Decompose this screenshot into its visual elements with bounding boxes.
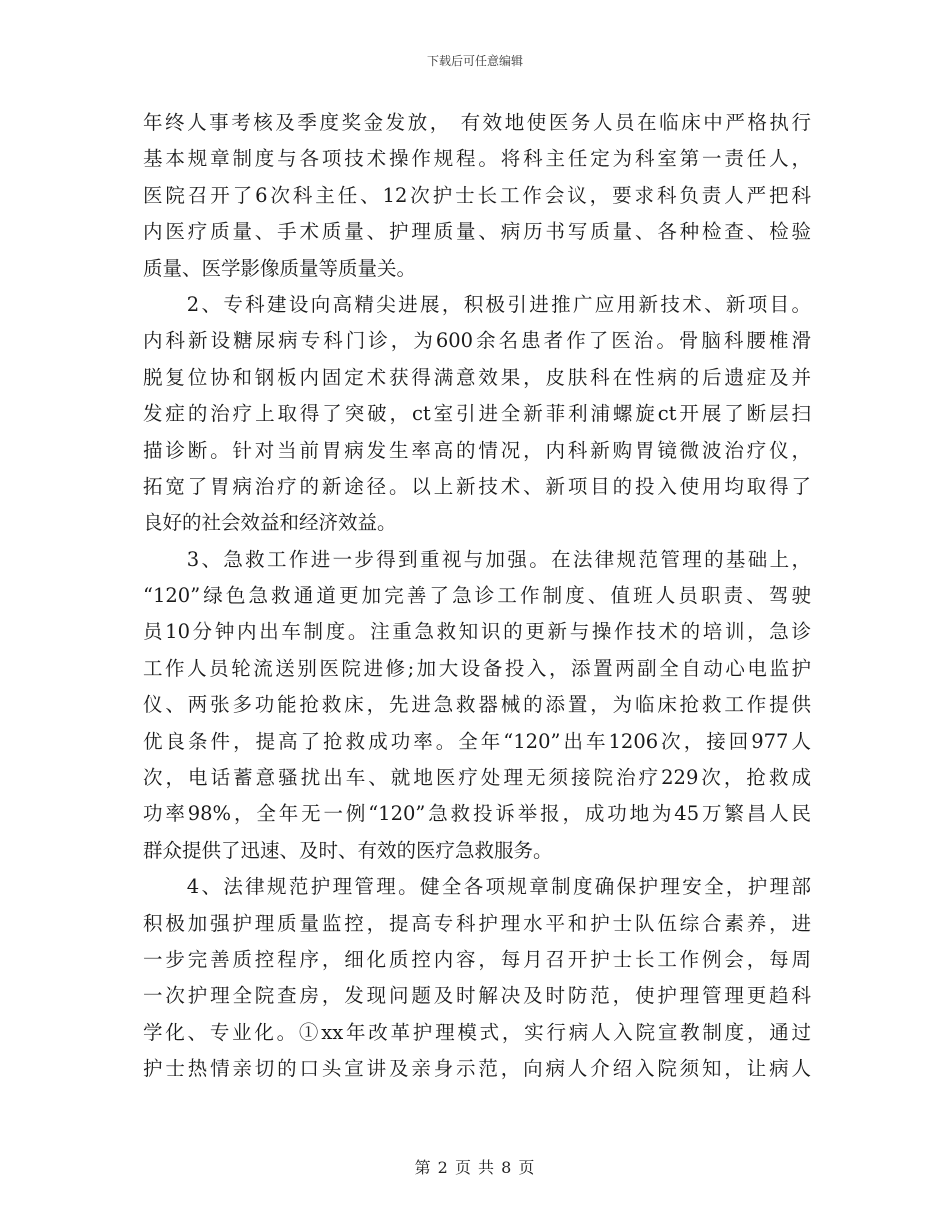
text-line: 医院召开了6次科主任、12次护士长工作会议，要求科负责人严把科	[143, 183, 811, 207]
text-line: 功率98%，全年无一例“120”急救投诉举报，成功地为45万繁昌人民	[143, 802, 811, 826]
text-line: 发症的治疗上取得了突破，ct室引进全新菲利浦螺旋ct开展了断层扫	[143, 402, 811, 426]
text-line: “120”绿色急救通道更加完善了急诊工作制度、值班人员职责、驾驶	[143, 584, 811, 608]
text-line: 3、急救工作进一步得到重视与加强。在法律规范管理的基础上，	[143, 547, 811, 571]
text-line: 脱复位协和钢板内固定术获得满意效果，皮肤科在性病的后遗症及并	[143, 365, 811, 389]
text-line: 内医疗质量、手术质量、护理质量、病历书写质量、各种检查、检验	[143, 220, 811, 244]
text-line: 拓宽了胃病治疗的新途径。以上新技术、新项目的投入使用均取得了	[143, 474, 811, 498]
text-line: 一步完善质控程序，细化质控内容，每月召开护士长工作例会，每周	[143, 947, 811, 971]
text-line: 2、专科建设向高精尖进展，积极引进推广应用新技术、新项目。	[143, 292, 811, 316]
text-line: 质量、医学影像质量等质量关。	[143, 256, 417, 280]
text-line: 年终人事考核及季度奖金发放， 有效地使医务人员在临床中严格执行	[143, 111, 811, 134]
page-number-footer: 第 2 页 共 8 页	[414, 1158, 536, 1177]
text-line: 仪、两张多功能抢救床，先进急救器械的添置，为临床抢救工作提供	[143, 693, 811, 717]
text-line: 工作人员轮流送别医院进修;加大设备投入，添置两副全自动心电监护	[143, 656, 811, 680]
text-line: 内科新设糖尿病专科门诊，为600余名患者作了医治。骨脑科腰椎滑	[143, 329, 811, 353]
text-line: 优良条件，提高了抢救成功率。全年“120”出车1206次，接回977人	[143, 729, 811, 753]
text-line: 4、法律规范护理管理。健全各项规章制度确保护理安全，护理部	[143, 875, 811, 899]
text-line: 基本规章制度与各项技术操作规程。将科主任定为科室第一责任人，	[143, 147, 811, 171]
text-line: 次，电话蓄意骚扰出车、就地医疗处理无须接院治疗229次，抢救成	[143, 766, 811, 790]
text-line: 群众提供了迅速、及时、有效的医疗急救服务。	[143, 838, 553, 862]
text-line: 学化、专业化。①xx年改革护理模式，实行病人入院宣教制度，通过	[143, 1020, 811, 1044]
document-body	[143, 105, 811, 1088]
text-line: 描诊断。针对当前胃病发生率高的情况，内科新购胃镜微波治疗仪，	[143, 438, 811, 462]
page-header: 下载后可任意编辑	[426, 54, 523, 68]
text-line: 一次护理全院查房，发现问题及时解决及时防范，使护理管理更趋科	[143, 984, 811, 1008]
text-line: 良好的社会效益和经济效益。	[143, 511, 397, 535]
text-line: 员10分钟内出车制度。注重急救知识的更新与操作技术的培训，急诊	[143, 620, 811, 644]
text-line: 积极加强护理质量监控，提高专科护理水平和护士队伍综合素养，进	[143, 911, 811, 935]
text-line: 护士热情亲切的口头宣讲及亲身示范，向病人介绍入院须知，让病人	[143, 1057, 811, 1081]
